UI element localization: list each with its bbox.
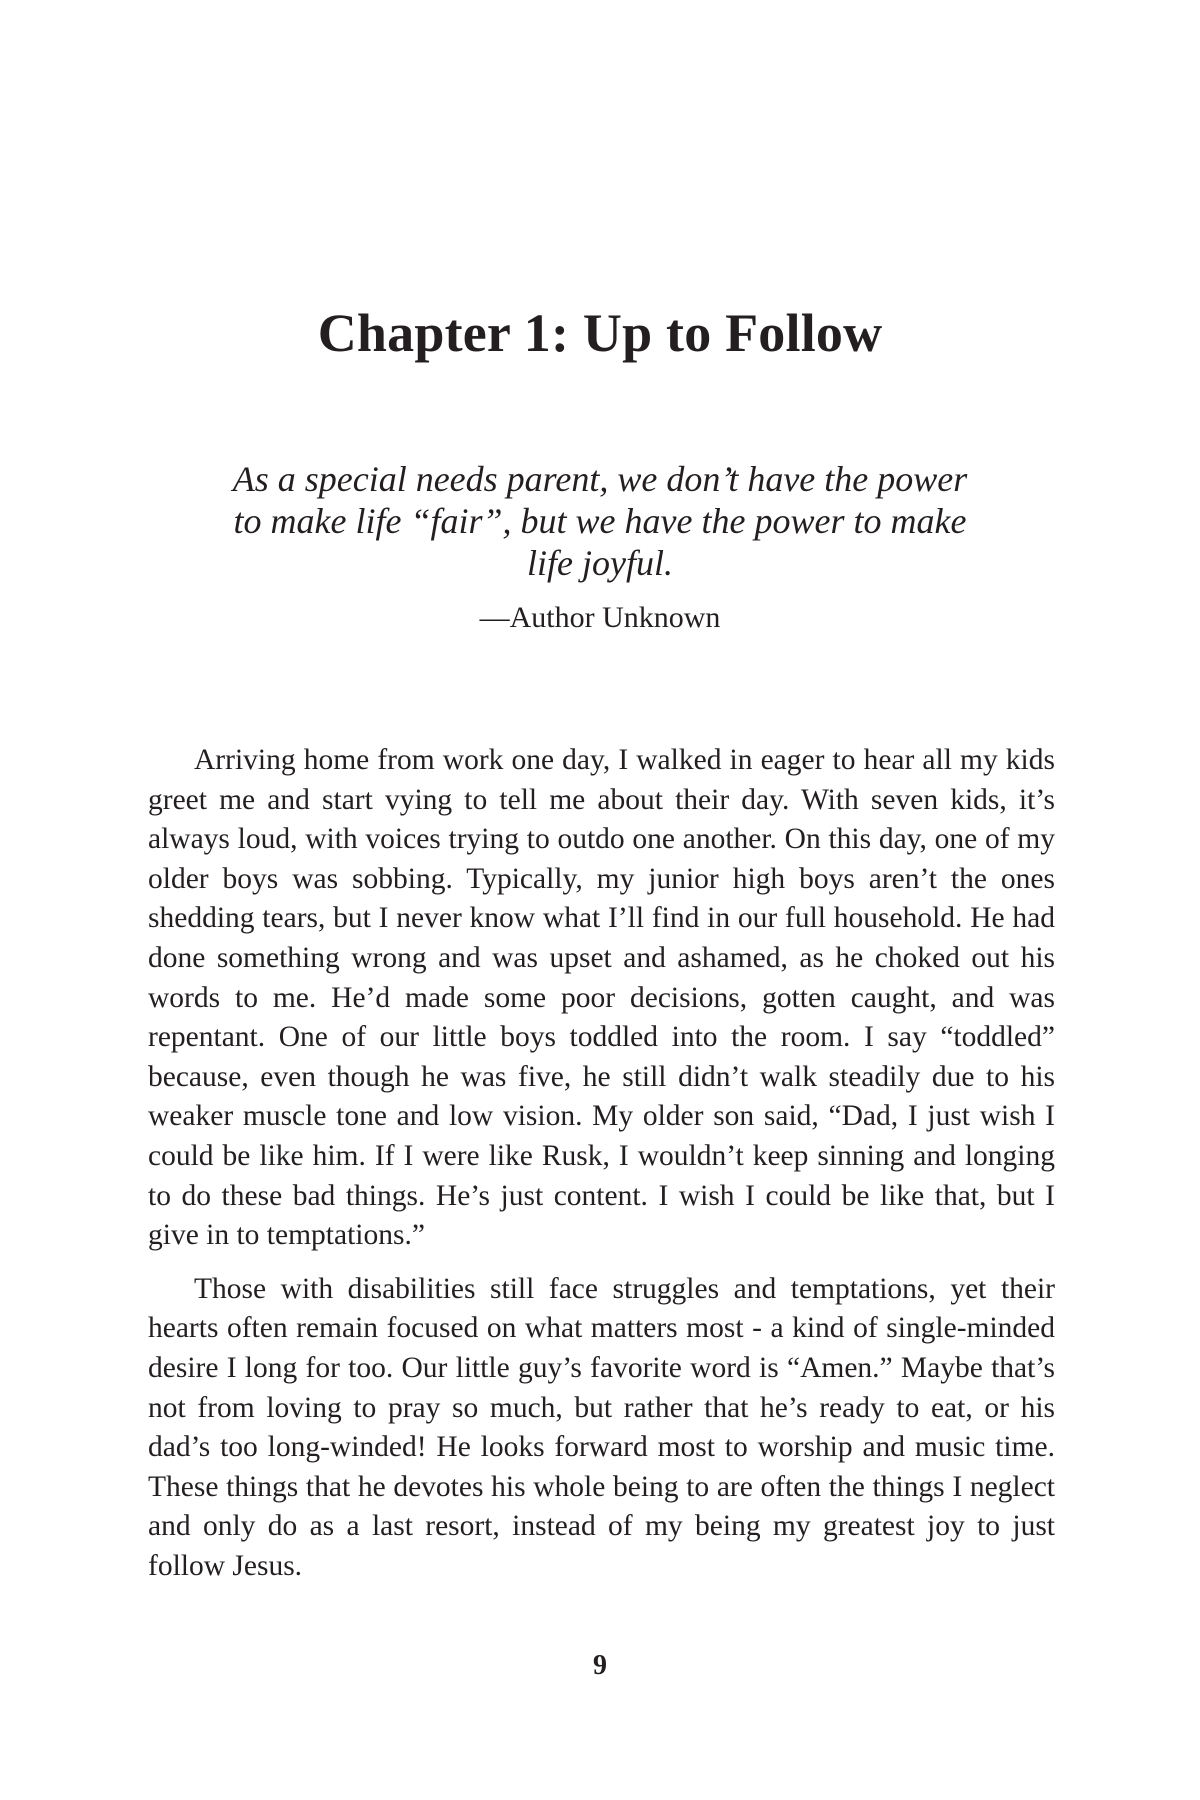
body-paragraph-1: Arriving home from work one day, I walked in eager to hear all my kids greet me and start vying to tell me about their day. With seven kids, it’s always loud, with voices trying to outdo one another. On this day, one of my older boys was sobbing. Typically, my junior high boys aren’t the ones shedding tears, but I never know what I’ll find in our full household. He had done something wrong and was upset and ashamed, as he choked out his words to me. He’d made some poor decisions, gotten caught, and was repentant. One of our little boys toddled into the room. I say “toddled” because, even though he was five, he still didn’t walk steadily due to his weaker muscle tone and low vision. My older son said, “Dad, I just wish I could be like him. If I were like Rusk, I wouldn’t keep sinning and longing to do these bad things. He’s just content. I wish I could be like that, but I give in to temptations.” bbox=[148, 744, 1055, 1252]
body-paragraph-2: Those with disabilities still face struggles and temptations, yet their hearts often remain focused on what matters most - a kind of single-minded desire I long for too. Our little guy’s favorite word is “Amen.” Maybe that’s not from loving to pray so much, but rather that he’s ready to eat, or his dad’s too long-winded! He looks forward most to worship and music time. These things that he devotes his whole being to are often the things I neglect and only do as a last resort, instead of my being my greatest joy to just follow Jesus. bbox=[148, 1272, 1055, 1582]
page-number: 9 bbox=[593, 1650, 607, 1681]
body-text bbox=[148, 741, 1055, 1600]
epigraph-attribution: —Author Unknown bbox=[479, 601, 721, 634]
chapter-title: Chapter 1: Up to Follow bbox=[317, 303, 883, 363]
epigraph-quote: As a special needs parent, we don’t have the power to make life “fair”, but we have the power to make life joyful. bbox=[232, 459, 968, 583]
